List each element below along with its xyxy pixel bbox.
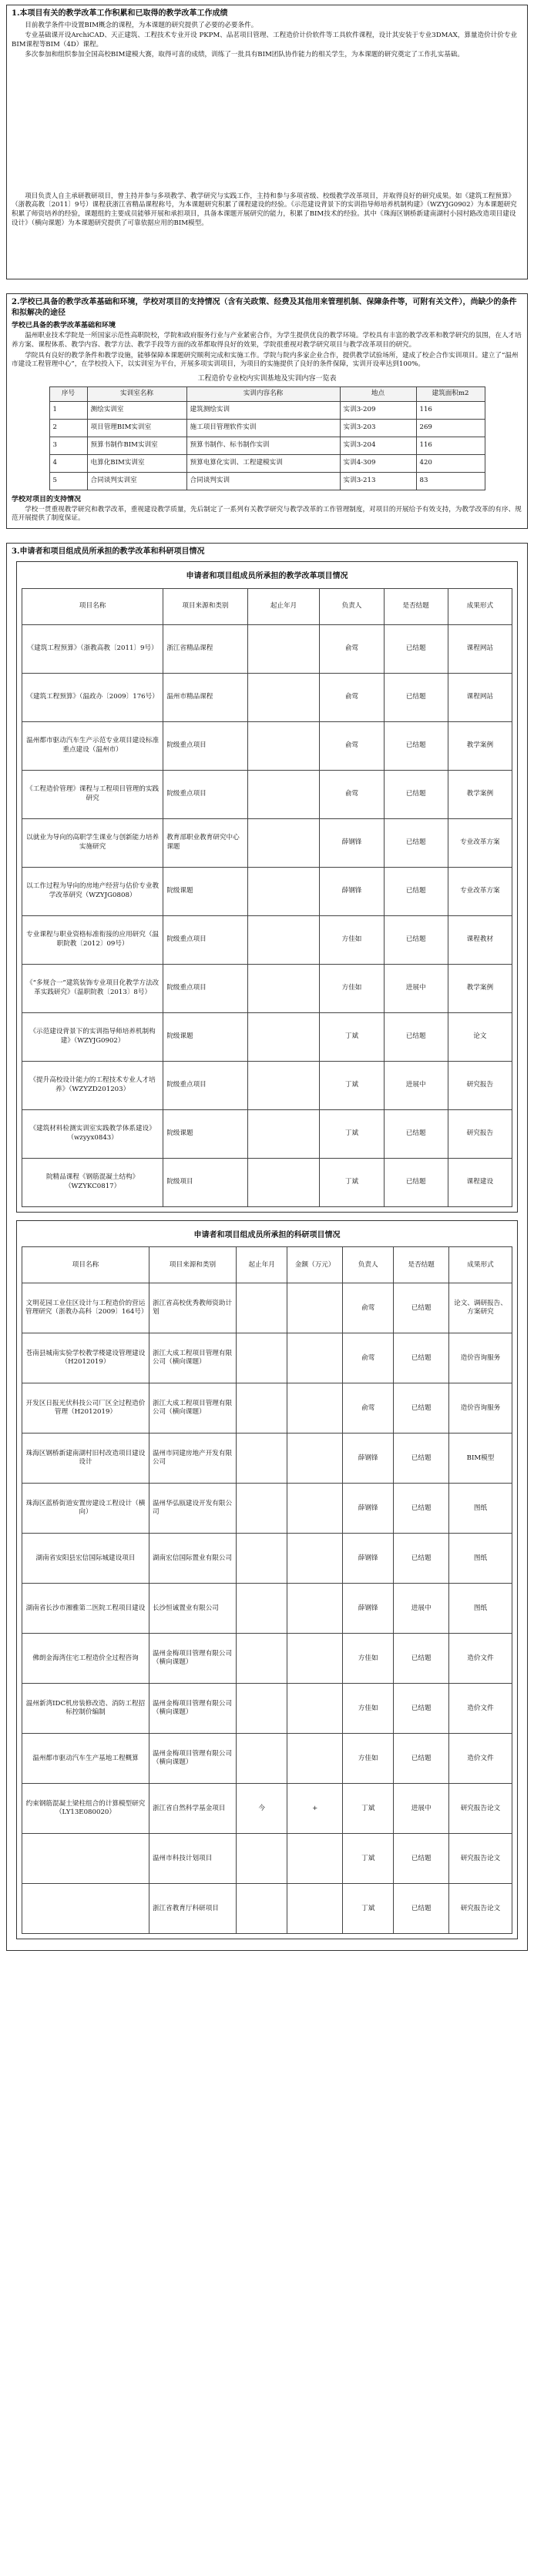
table-cell: 院级重点项目 xyxy=(163,1061,248,1109)
table-cell: 已结题 xyxy=(384,818,448,867)
table-cell xyxy=(237,1484,287,1534)
table-row xyxy=(22,1109,512,1158)
table-cell: 建筑测绘实训 xyxy=(186,401,340,419)
table-cell: 课程网站 xyxy=(448,624,512,673)
section-1-title: 1.本项目有关的教学改革工作积累和已取得的教学改革工作成绩 xyxy=(12,9,228,18)
table-cell: 专业改革方案 xyxy=(448,818,512,867)
table-cell xyxy=(287,1383,343,1434)
table-cell: 丁斌 xyxy=(320,1061,384,1109)
table-cell xyxy=(237,1734,287,1784)
table-cell: 俞莺 xyxy=(343,1283,394,1333)
table-row xyxy=(22,1634,512,1684)
table-cell: 《提升高校设计能力的工程技术专业人才培养》（WZYZD201203） xyxy=(22,1061,163,1109)
section-2-subhead: 学校已具备的教学改革基础和环境 xyxy=(12,322,116,330)
table-cell xyxy=(247,1061,320,1109)
table-cell xyxy=(237,1534,287,1584)
research-projects-table xyxy=(22,1246,512,1934)
table-cell: 湖南宏信国际置业有限公司 xyxy=(149,1534,236,1584)
table-cell: 俞莺 xyxy=(343,1333,394,1383)
table-row xyxy=(22,867,512,915)
table-row xyxy=(22,1884,512,1934)
table-cell: 课程教材 xyxy=(448,915,512,964)
table-cell xyxy=(237,1434,287,1484)
table-cell: 研究报告 xyxy=(448,1061,512,1109)
table-cell: 研究报告论文 xyxy=(448,1834,512,1884)
table-row xyxy=(22,1434,512,1484)
table-cell: 温州都市驱动汽车生产基地工程概算 xyxy=(22,1734,149,1784)
teaching-projects-table xyxy=(22,588,512,1207)
table-cell: 已结题 xyxy=(394,1834,449,1884)
table-cell: 实训3-204 xyxy=(340,437,416,454)
table-cell: 测绘实训室 xyxy=(87,401,186,419)
table-cell xyxy=(287,1684,343,1734)
table-cell: 课程建设 xyxy=(448,1158,512,1206)
table-cell: 5 xyxy=(49,472,87,490)
table-cell: 方佳如 xyxy=(320,964,384,1012)
table-cell xyxy=(287,1283,343,1333)
table-cell xyxy=(237,1834,287,1884)
table-cell: 以就业为导向的高职学生课业与创新能力培养实施研究 xyxy=(22,818,163,867)
section-2-para: 学院具有良好的教学条件和教学设施，能够保障本课题研究顺利完成和实施工作。学院与院内多家企业合作，提供教学试验场所，建成了校企合作实训项目。建立了“温州市建设工程管理中心”，在学校投入下，以实训室为平台，开展多项实训项目，为项目的实施提供了良好的条件保障，实训开设率达到100%。 xyxy=(12,351,519,369)
table-row xyxy=(22,1684,512,1734)
table-header-cell: 项目来源和类别 xyxy=(149,1247,236,1283)
table-cell: 已结题 xyxy=(394,1283,449,1333)
table-cell: 俞莺 xyxy=(320,721,384,770)
table-cell: 已结题 xyxy=(384,867,448,915)
section-1-para: 专业基础课开设ArchiCAD、天正建筑、工程技术专业开设 PKPM、品茗项目管理、工程造价计价软件等工具软件课程，设计其安装于专业3DMAX，算量造价计价专业BIM课程等BIM（4D）课程。 xyxy=(12,32,518,49)
section-2-para: 温州职业技术学院是一所国家示范性高职院校，学院和政府服务行业与产业紧密合作，为学生提供优良的教学环境。学校具有丰富的教学改革和教学研究的氛围，在人才培养方案、课程体系、教学内容、教学方法、教学手段等方面的改革都取得良好的效果，学院很重视对教学研究项目与教学改革项目的研究。 xyxy=(12,332,522,349)
table-cell: 方佳如 xyxy=(343,1684,394,1734)
research-projects-title: 申请者和项目组成员所承担的科研项目情况 xyxy=(193,1230,341,1239)
table-cell xyxy=(247,673,320,721)
table-cell: 佛朗金海湾住宅工程造价全过程咨询 xyxy=(22,1634,149,1684)
training-table xyxy=(49,386,485,490)
table-cell: 院级课题 xyxy=(163,1012,248,1061)
table-cell: 课程网站 xyxy=(448,673,512,721)
table-cell: 湖南省长沙市湘雅第二医院工程项目建设 xyxy=(22,1584,149,1634)
table-header-cell: 项目名称 xyxy=(22,1247,149,1283)
table-cell: 2 xyxy=(49,419,87,437)
table-cell xyxy=(247,1012,320,1061)
table-cell: 造价文件 xyxy=(448,1734,512,1784)
blank-space xyxy=(12,229,522,276)
table-cell: 教学案例 xyxy=(448,964,512,1012)
table-cell: 预算书制作、标书制作实训 xyxy=(186,437,340,454)
table-cell: 丁斌 xyxy=(320,1109,384,1158)
table-cell: 俞莺 xyxy=(320,770,384,818)
table-cell: 苍南县城南实验学校教学楼建设管理建设（H2012019） xyxy=(22,1333,149,1383)
table-cell: 薛钢锋 xyxy=(320,818,384,867)
table-cell: 方佳如 xyxy=(343,1634,394,1684)
table-cell: 图纸 xyxy=(448,1534,512,1584)
table-cell: 已结题 xyxy=(384,1012,448,1061)
table-cell: 已结题 xyxy=(384,1158,448,1206)
table-cell xyxy=(287,1884,343,1934)
table-cell xyxy=(237,1684,287,1734)
table-cell: 《工程造价管理》课程与工程项目管理的实践研究 xyxy=(22,770,163,818)
table-header-cell: 负责人 xyxy=(343,1247,394,1283)
table-cell: 院级重点项目 xyxy=(163,915,248,964)
table-cell: 《建筑工程预算》（浙教高教〔2011〕9号） xyxy=(22,624,163,673)
table-cell xyxy=(237,1333,287,1383)
table-header-row xyxy=(22,588,512,624)
table-cell: 浙江省高校优秀教师资助计划 xyxy=(149,1283,236,1333)
table-row xyxy=(22,1158,512,1206)
table-header-cell: 起止年月 xyxy=(237,1247,287,1283)
table-cell: 院级课题 xyxy=(163,867,248,915)
section-1-para: 目前教学条件中设置BIM概念的课程，为本课题的研究提供了必要的必要条件。 xyxy=(25,21,258,29)
table-cell: 进展中 xyxy=(394,1784,449,1834)
table-cell xyxy=(287,1484,343,1534)
table-cell: 以工作过程为导向的房地产经营与估价专业教学改革研究（WZYJG0808） xyxy=(22,867,163,915)
table-cell xyxy=(287,1634,343,1684)
table-row xyxy=(22,1283,512,1333)
table-cell: 温州市精品课程 xyxy=(163,673,248,721)
table-row xyxy=(49,454,485,472)
table-cell: 已结题 xyxy=(384,721,448,770)
table-header-row xyxy=(22,1247,512,1283)
table-cell xyxy=(247,1158,320,1206)
table-cell: 薛钢锋 xyxy=(320,867,384,915)
section-1 xyxy=(6,5,528,279)
table-cell: 约束钢筋混凝土梁柱组合的计算模型研究（LY13E080020） xyxy=(22,1784,149,1834)
table-header-cell: 序号 xyxy=(49,386,87,401)
table-row xyxy=(22,1012,512,1061)
table-row xyxy=(22,1584,512,1634)
table-cell: 薛钢锋 xyxy=(343,1534,394,1584)
table-cell: 丁斌 xyxy=(343,1834,394,1884)
table-cell xyxy=(237,1383,287,1434)
table-row xyxy=(49,472,485,490)
section-1-para: 项目负责人自主承研教研项目，曾主持并参与多项教学、教学研究与实践工作，主持和参与多项省级、校级教学改革项目，并取得良好的研究成果。如《建筑工程预算》（浙教高教〔2011〕9号）课程获浙江省精品课程称号，为本课题研究积累了课程建设的经验。《示范建设背景下的实训指导师培养机制构建》（WZYJG0902）为本课题研究积累了师资培养的经验，课题组的主要成员能够开展和承担项目，具备本课题开展研究的能力，积累了BIM技术的经验。其中《珠海区钢桥新建南湖村小园村路改造项目建设设计》（横向课题）为本课题研究提供了可靠依据应用的BIM模型。 xyxy=(12,192,517,227)
table-cell xyxy=(237,1283,287,1333)
table-cell: 今 xyxy=(237,1784,287,1834)
table-header-cell: 实训室名称 xyxy=(87,386,186,401)
table-cell: BIM模型 xyxy=(448,1434,512,1484)
table-row xyxy=(22,915,512,964)
section-1-para: 多次参加和组织参加全国高校BIM建模大赛，取得可喜的成绩，训练了一批具有BIM团队协作能力的相关学生，为本课题的研究奠定了工作扎实基础。 xyxy=(25,51,465,59)
table-cell: 丁斌 xyxy=(343,1784,394,1834)
table-row xyxy=(49,419,485,437)
table-cell xyxy=(247,867,320,915)
table-cell: 《建筑工程预算》（温政办〔2009〕176号） xyxy=(22,673,163,721)
table-cell: 已结题 xyxy=(384,624,448,673)
table-cell: 丁斌 xyxy=(320,1158,384,1206)
table-cell: 方佳如 xyxy=(320,915,384,964)
table-cell: + xyxy=(287,1784,343,1834)
table-cell: 电算化BIM实训室 xyxy=(87,454,186,472)
training-table-caption: 工程造价专业校内实训基地及实训内容一览表 xyxy=(197,374,337,383)
table-cell: 教学案例 xyxy=(448,770,512,818)
table-header-cell: 地点 xyxy=(340,386,416,401)
table-header-cell: 是否结题 xyxy=(394,1247,449,1283)
table-header-row xyxy=(49,386,485,401)
table-cell xyxy=(247,1109,320,1158)
table-cell: 教育部职业教育研究中心课题 xyxy=(163,818,248,867)
table-cell: 预算书制作BIM实训室 xyxy=(87,437,186,454)
table-cell: 院级课题 xyxy=(163,1109,248,1158)
table-cell: 教学案例 xyxy=(448,721,512,770)
section-2-para: 学校一贯重视教学研究和教学改革，重视建设教学质量，先后制定了一系列有关教学研究与教学改革的工作管理制度，对项目的开展给予有效支持，为教学改革的有序、规范开展提供了制度保证。 xyxy=(12,505,522,523)
table-cell: 已结题 xyxy=(394,1333,449,1383)
table-row xyxy=(22,1383,512,1434)
table-row xyxy=(22,1061,512,1109)
table-cell: 专业改革方案 xyxy=(448,867,512,915)
table-cell: 实训3-209 xyxy=(340,401,416,419)
table-cell: 温州市同建房地产开发有限公司 xyxy=(149,1434,236,1484)
table-cell: 院级重点项目 xyxy=(163,964,248,1012)
table-row xyxy=(22,721,512,770)
table-cell: 合同谈判实训 xyxy=(186,472,340,490)
table-cell xyxy=(247,770,320,818)
table-cell: 院级重点项目 xyxy=(163,721,248,770)
table-row xyxy=(22,673,512,721)
table-cell xyxy=(287,1584,343,1634)
table-cell: 专业课程与职业资格标准衔接的应用研究（温职院教〔2012〕09号） xyxy=(22,915,163,964)
table-cell: 已结题 xyxy=(384,915,448,964)
table-cell: 实训3-213 xyxy=(340,472,416,490)
table-cell: 已结题 xyxy=(394,1534,449,1584)
table-cell: 已结题 xyxy=(384,1109,448,1158)
table-cell: 论文、调研报告、方案研究 xyxy=(448,1283,512,1333)
table-header-cell: 起止年月 xyxy=(247,588,320,624)
table-row xyxy=(22,1834,512,1884)
table-cell: 研究报告 xyxy=(448,1109,512,1158)
table-cell: 116 xyxy=(416,437,485,454)
table-header-cell: 实训内容名称 xyxy=(186,386,340,401)
table-header-cell: 项目来源和类别 xyxy=(163,588,248,624)
table-cell: 温州金梅项目管理有限公司（横向课题） xyxy=(149,1734,236,1784)
table-cell: 施工项目管理软件实训 xyxy=(186,419,340,437)
table-cell: 温州都市驱动汽车生产示范专业项目建设标准重点建设（温州市） xyxy=(22,721,163,770)
table-row xyxy=(22,1784,512,1834)
table-cell: 珠海区钢桥新建南湖村旧村改造项目建设设计 xyxy=(22,1434,149,1484)
table-cell: 珠海区蓝桥街道安置房建设工程设计（横向） xyxy=(22,1484,149,1534)
table-cell: 浙江省教育厅科研项目 xyxy=(149,1884,236,1934)
table-cell: 俞莺 xyxy=(320,624,384,673)
table-cell: 造价咨询服务 xyxy=(448,1333,512,1383)
table-row xyxy=(22,1734,512,1784)
table-cell xyxy=(287,1333,343,1383)
table-header-cell: 负责人 xyxy=(320,588,384,624)
table-cell: 3 xyxy=(49,437,87,454)
table-header-cell: 成果形式 xyxy=(448,1247,512,1283)
table-cell: 院精品课程《钢筋混凝土结构》（WZYKC0817） xyxy=(22,1158,163,1206)
table-cell: 浙江省精品课程 xyxy=(163,624,248,673)
table-row xyxy=(49,401,485,419)
table-cell: 已结题 xyxy=(394,1684,449,1734)
table-row xyxy=(22,964,512,1012)
table-cell xyxy=(22,1834,149,1884)
table-cell: 269 xyxy=(416,419,485,437)
table-cell: 进展中 xyxy=(384,1061,448,1109)
table-cell: 《建筑材料检测实训室实践教学体系建设》（wzyyx0843） xyxy=(22,1109,163,1158)
table-row xyxy=(22,1534,512,1584)
section-3 xyxy=(6,543,528,1952)
table-cell: 温州新湾IDC机房装修改造、消防工程招标控制价编制 xyxy=(22,1684,149,1734)
table-cell: 湖南省安阳县宏信国际城建设项目 xyxy=(22,1534,149,1584)
section-2-subhead: 学校对项目的支持情况 xyxy=(12,495,82,503)
table-cell: 已结题 xyxy=(384,770,448,818)
table-cell xyxy=(237,1634,287,1684)
table-cell xyxy=(247,624,320,673)
table-cell: 83 xyxy=(416,472,485,490)
table-cell: 薛钢锋 xyxy=(343,1484,394,1534)
table-cell: 项目管理BIM实训室 xyxy=(87,419,186,437)
table-cell: 造价文件 xyxy=(448,1684,512,1734)
table-cell xyxy=(237,1584,287,1634)
table-cell: 预算电算化实训、工程建模实训 xyxy=(186,454,340,472)
table-cell xyxy=(287,1434,343,1484)
table-cell: 图纸 xyxy=(448,1584,512,1634)
teaching-projects-box xyxy=(16,561,518,1213)
table-cell: 浙江大成工程项目管理有限公司（横向课题） xyxy=(149,1383,236,1434)
table-header-cell: 金额（万元） xyxy=(287,1247,343,1283)
table-header-cell: 是否结题 xyxy=(384,588,448,624)
table-cell: 已结题 xyxy=(394,1484,449,1534)
table-header-cell: 建筑面积m2 xyxy=(416,386,485,401)
table-cell: 1 xyxy=(49,401,87,419)
table-cell: 方佳如 xyxy=(343,1734,394,1784)
table-cell: 温州金梅项目管理有限公司（横向课题） xyxy=(149,1684,236,1734)
section-2-title: 2.学校已具备的教学改革基础和环境，学校对项目的支持情况（含有关政策、经费及其他用来管理机制、保障条件等，可附有关文件），尚缺少的条件和拟解决的途径 xyxy=(12,298,517,317)
table-cell xyxy=(287,1734,343,1784)
table-cell xyxy=(247,721,320,770)
table-header-cell: 成果形式 xyxy=(448,588,512,624)
table-cell: 《“多规合一”建筑装饰专业项目化教学方法改革实践研究》（温职院教〔2013〕8号） xyxy=(22,964,163,1012)
table-cell: 已结题 xyxy=(384,673,448,721)
table-cell xyxy=(247,915,320,964)
table-cell: 116 xyxy=(416,401,485,419)
research-projects-box xyxy=(16,1220,518,1940)
table-cell: 已结题 xyxy=(394,1884,449,1934)
table-row xyxy=(22,770,512,818)
table-cell xyxy=(247,818,320,867)
table-row xyxy=(22,818,512,867)
table-cell: 文明花园工业住区设计与工程造价的营运管理研究（浙教办高科〔2009〕164号） xyxy=(22,1283,149,1333)
table-cell xyxy=(247,964,320,1012)
table-cell: 温州金梅项目管理有限公司（横向课题） xyxy=(149,1634,236,1684)
section-2 xyxy=(6,293,528,529)
table-cell: 研究报告论文 xyxy=(448,1884,512,1934)
table-row xyxy=(22,1333,512,1383)
table-cell: 420 xyxy=(416,454,485,472)
table-cell: 浙江大成工程项目管理有限公司（横向课题） xyxy=(149,1333,236,1383)
table-cell: 俞莺 xyxy=(343,1383,394,1434)
table-cell: 已结题 xyxy=(394,1383,449,1434)
table-cell: 俞莺 xyxy=(320,673,384,721)
table-cell: 薛钢锋 xyxy=(343,1584,394,1634)
table-row xyxy=(49,437,485,454)
table-cell xyxy=(22,1884,149,1934)
blank-space xyxy=(12,62,522,192)
table-cell: 进展中 xyxy=(394,1584,449,1634)
table-cell xyxy=(287,1534,343,1584)
table-cell: 《示范建设背景下的实训指导师培养机制构建》（WZYJG0902） xyxy=(22,1012,163,1061)
section-3-title: 3.申请者和项目组成员所承担的教学改革和科研项目情况 xyxy=(12,547,205,556)
table-cell: 院级重点项目 xyxy=(163,770,248,818)
table-cell: 合同谈判实训室 xyxy=(87,472,186,490)
table-cell: 温州市科技计划项目 xyxy=(149,1834,236,1884)
table-cell: 院级项目 xyxy=(163,1158,248,1206)
table-cell: 浙江省自然科学基金项目 xyxy=(149,1784,236,1834)
table-cell: 温州华弘瓯建设开发有限公司 xyxy=(149,1484,236,1534)
table-cell xyxy=(287,1834,343,1884)
table-cell: 实训4-309 xyxy=(340,454,416,472)
table-row xyxy=(22,1484,512,1534)
table-cell: 已结题 xyxy=(394,1734,449,1784)
table-cell: 已结题 xyxy=(394,1634,449,1684)
table-cell: 开发区日报光伏科技公司厂区全过程造价管理（H2012019） xyxy=(22,1383,149,1434)
table-cell: 论文 xyxy=(448,1012,512,1061)
table-cell: 造价咨询服务 xyxy=(448,1383,512,1434)
table-header-cell: 项目名称 xyxy=(22,588,163,624)
table-cell: 丁斌 xyxy=(320,1012,384,1061)
table-cell: 造价文件 xyxy=(448,1634,512,1684)
table-cell: 进展中 xyxy=(384,964,448,1012)
table-cell: 薛钢锋 xyxy=(343,1434,394,1484)
table-row xyxy=(22,624,512,673)
table-cell xyxy=(237,1884,287,1934)
table-cell: 图纸 xyxy=(448,1484,512,1534)
table-cell: 丁斌 xyxy=(343,1884,394,1934)
table-cell: 已结题 xyxy=(394,1434,449,1484)
table-cell: 研究报告论文 xyxy=(448,1784,512,1834)
table-cell: 4 xyxy=(49,454,87,472)
table-cell: 实训3-203 xyxy=(340,419,416,437)
teaching-projects-title: 申请者和项目组成员所承担的教学改革项目情况 xyxy=(186,572,348,581)
table-cell: 长沙恒诚置业有限公司 xyxy=(149,1584,236,1634)
